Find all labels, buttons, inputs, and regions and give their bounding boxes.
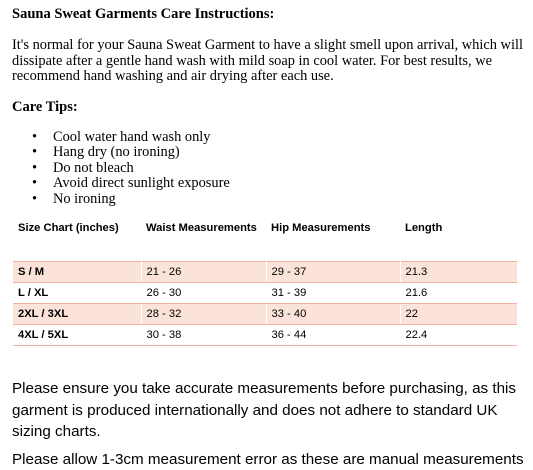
- table-header-row: [13, 217, 517, 262]
- hip-cell: 36 - 44: [266, 325, 400, 346]
- bullet-icon: •: [32, 159, 38, 176]
- hip-cell: 31 - 39: [266, 283, 400, 304]
- length-cell: 21.3: [400, 262, 517, 283]
- header-length: Length: [405, 222, 443, 234]
- bullet-icon: •: [32, 175, 38, 192]
- table-row: [13, 325, 517, 346]
- table-row: [13, 283, 517, 304]
- measurement-allowance: Please allow 1-3cm measurement error as these are manual measurements: [12, 451, 524, 468]
- care-tips-heading: Care Tips:: [12, 99, 78, 115]
- document-title: Sauna Sweat Garments Care Instructions:: [12, 6, 275, 22]
- table-row: [13, 262, 517, 283]
- header-hip: Hip Measurements: [271, 222, 371, 234]
- size-cell: S / M: [13, 262, 141, 283]
- waist-cell: 26 - 30: [141, 283, 266, 304]
- care-tip-item: [12, 192, 230, 207]
- care-tip-item: [12, 130, 230, 145]
- size-cell: 2XL / 3XL: [13, 304, 141, 325]
- bullet-icon: •: [32, 190, 38, 207]
- length-cell: 21.6: [400, 283, 517, 304]
- care-tip-item: [12, 161, 230, 176]
- waist-cell: 30 - 38: [141, 325, 266, 346]
- waist-cell: 21 - 26: [141, 262, 266, 283]
- length-cell: 22.4: [400, 325, 517, 346]
- bullet-icon: •: [32, 144, 38, 161]
- table-row: [13, 304, 517, 325]
- waist-cell: 28 - 32: [141, 304, 266, 325]
- care-tip-item: [12, 176, 230, 191]
- care-tip-item: [12, 145, 230, 160]
- size-cell: L / XL: [13, 283, 141, 304]
- bullet-icon: •: [32, 129, 38, 145]
- care-tips-list: [12, 130, 230, 207]
- care-tip-text: Cool water hand wash only: [53, 129, 211, 145]
- care-tip-text: No ironing: [53, 190, 116, 207]
- measurement-notice: Please ensure you take accurate measurements before purchasing, as this garment is produced internationally and does not adhere to standard UK sizing charts.: [12, 380, 516, 440]
- care-tip-text: Hang dry (no ironing): [53, 144, 180, 161]
- intro-paragraph: It's normal for your Sauna Sweat Garment to have a slight smell upon arrival, which will dissipate after a gentle hand wash with mild soap in cool water. For best results, we recommend hand washing and air drying after each use.: [12, 37, 523, 85]
- hip-cell: 29 - 37: [266, 262, 400, 283]
- length-cell: 22: [400, 304, 517, 325]
- header-waist: Waist Measurements: [146, 222, 257, 234]
- size-chart-table: [13, 217, 517, 346]
- header-size-chart: Size Chart (inches): [18, 222, 119, 234]
- size-cell: 4XL / 5XL: [13, 325, 141, 346]
- care-tip-text: Avoid direct sunlight exposure: [53, 175, 230, 192]
- care-tip-text: Do not bleach: [53, 159, 134, 176]
- hip-cell: 33 - 40: [266, 304, 400, 325]
